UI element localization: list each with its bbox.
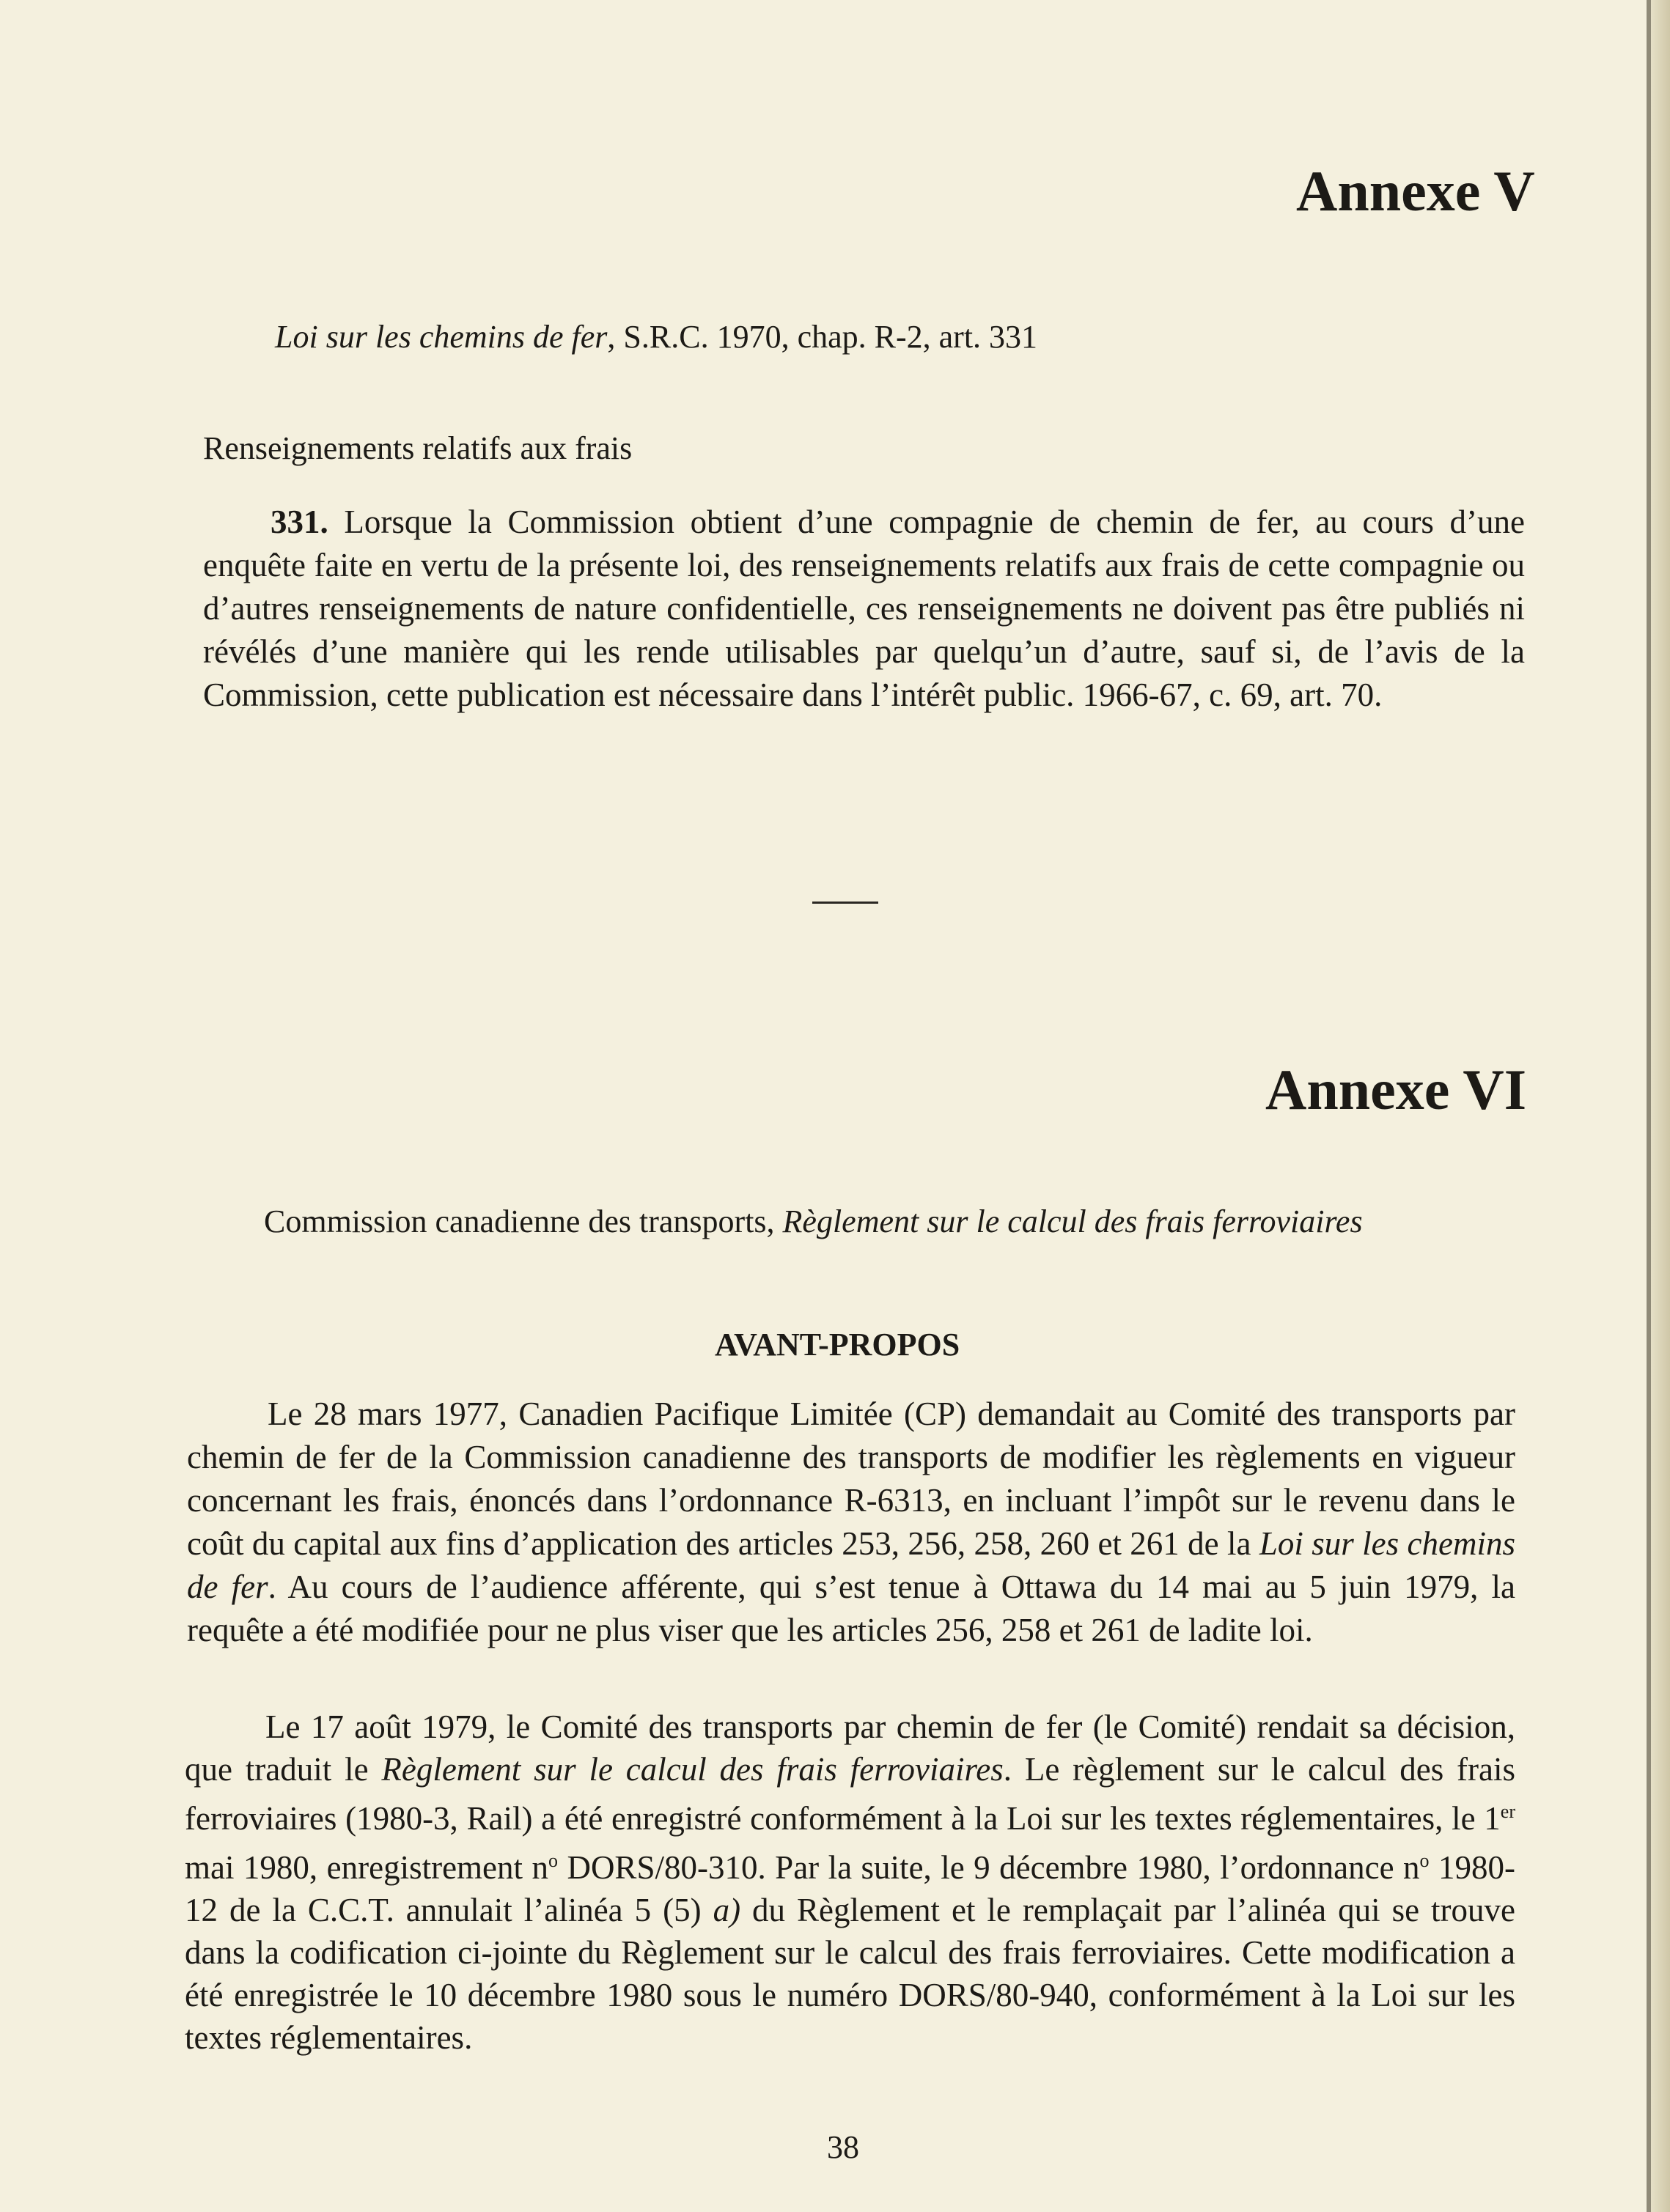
para2-text-c: mai 1980, enregistrement n (185, 1849, 548, 1886)
para1-text-a: Le 28 mars 1977, Canadien Pacifique Limitée (CP) demandait au Comité des transports par chemin de fer de la Commission canadienne des transports de modifier les règlements en vigueur concernant les frais, énoncés dans l’ordonnance R-6313, en incluant l’impôt sur le revenu dans le coût du capital aux fins d’application des articles 253, 256, 258, 260 et 261 de la (187, 1396, 1515, 1562)
para2-text-f: du Règlement et le remplaçait par l’alinéa qui se trouve dans la codification ci-jointe du Règlement sur le calcul des frais ferroviaires. Cette modification a été enregistrée le 10 décembre 1980 sous le numéro DORS/80-940, conformément à la Loi sur les textes réglementaires. (185, 1892, 1515, 2056)
para2-superscript-o-1: o (548, 1850, 558, 1871)
foreword-title: AVANT-PROPOS (715, 1327, 960, 1363)
citation-reference: , S.R.C. 1970, chap. R-2, art. 331 (607, 319, 1038, 355)
annexe-v-citation (275, 321, 1037, 353)
page-edge (1651, 0, 1670, 2212)
section-number: 331. (271, 504, 328, 540)
source-regulation-title: Règlement sur le calcul des frais ferroviaires (782, 1203, 1363, 1239)
para2-clause-a: a) (713, 1892, 741, 1928)
para2-text-b: . Le règlement sur le calcul des frais ferroviaires (1980-3, Rail) a été enregistré conformément à la Loi sur les textes réglementaires, le 1 (185, 1751, 1515, 1837)
section-text: Lorsque la Commission obtient d’une compagnie de chemin de fer, au cours d’une enquête faite en vertu de la présente loi, des renseignements relatifs aux frais de cette compagnie ou d’autres renseignements de nature confidentielle, ces renseignements ne doivent pas être publiés ni révélés d’une manière qui les rende utilisables par quelqu’un d’autre, sauf si, de l’avis de la Commission, cette publication est nécessaire dans l’intérêt public. 1966-67, c. 69, art. 70. (203, 504, 1525, 713)
page-number: 38 (827, 2129, 859, 2165)
para2-text-d: DORS/80-310. Par la suite, le 9 décembre 1980, l’ordonnance n (557, 1849, 1420, 1886)
annexe-vi-title: Annexe VI (1265, 1058, 1527, 1121)
para2-superscript-o-2: o (1419, 1850, 1430, 1871)
annexe-v-title: Annexe V (1296, 159, 1535, 223)
annexe-v-section-heading: Renseignements relatifs aux frais (203, 430, 633, 466)
citation-act-name: Loi sur les chemins de fer (275, 319, 608, 355)
para2-text-e: 1980-12 de la C.C.T. annulait l’alinéa 5 (5) (185, 1849, 1515, 1928)
para2-text-a: Le 17 août 1979, le Comité des transports par chemin de fer (le Comité) rendait sa décision, que traduit le (185, 1708, 1515, 1788)
para2-regulation-title: Règlement sur le calcul des frais ferroviaires (381, 1751, 1004, 1788)
annexe-vi-source (264, 1203, 1363, 1239)
source-commission: Commission canadienne des transports, (264, 1203, 783, 1239)
section-divider (812, 902, 878, 904)
para1-text-b: . Au cours de l’audience afférente, qui s’est tenue à Ottawa du 14 mai au 5 juin 1979, la requête a été modifiée pour ne plus viser que les articles 256, 258 et 261 de ladite loi. (187, 1568, 1515, 1648)
para1-act-name: Loi sur les chemins de fer (187, 1525, 1515, 1605)
annexe-v-section-331 (203, 501, 1525, 717)
para2-superscript-er: er (1500, 1801, 1515, 1822)
foreword-paragraph-1 (187, 1393, 1515, 1652)
foreword-paragraph-2 (185, 1706, 1515, 2059)
